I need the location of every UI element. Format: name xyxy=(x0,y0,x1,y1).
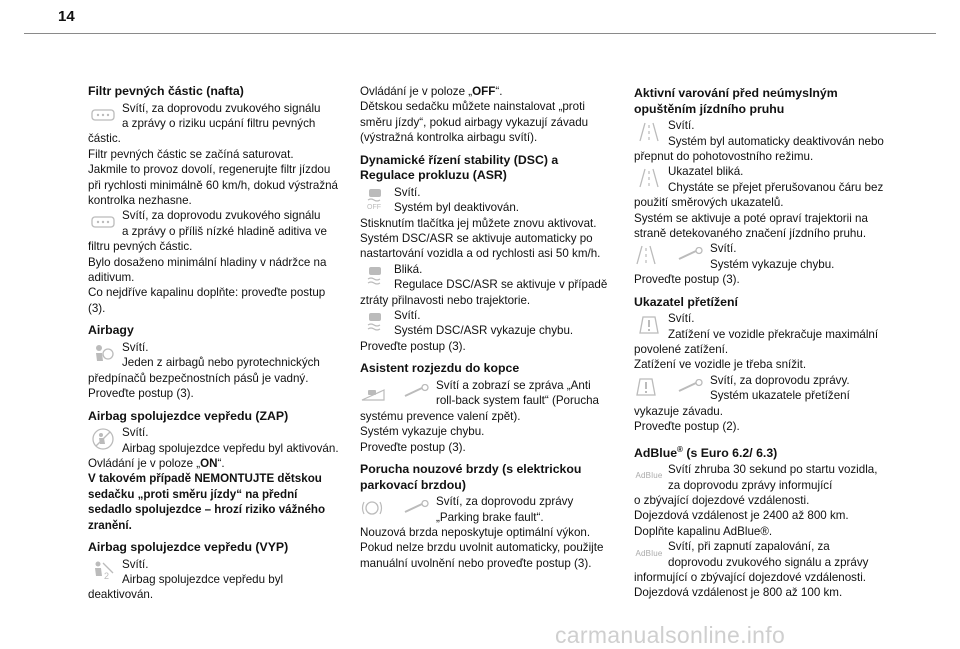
entry-line: Regulace DSC/ASR se aktivuje v případě xyxy=(394,278,608,292)
section-title xyxy=(634,86,902,117)
hill-start-icons xyxy=(360,379,432,405)
body-text: Systém vykazuje chybu. xyxy=(360,425,485,439)
section-overload xyxy=(634,295,902,435)
section-title: Airbag spolujezdce vepředu (VYP) xyxy=(88,539,289,554)
entry-line: Systém byl deaktivován. xyxy=(394,201,520,215)
entry xyxy=(634,241,902,272)
body-text: Dojezdová vzdálenost je 800 až 100 km. xyxy=(634,586,843,600)
entry-line: Airbag spolujezdce vepředu byl aktivován. xyxy=(122,441,339,455)
section-title-line: Porucha nouzové brzdy (s elektrickou xyxy=(360,461,582,476)
entry-line: použití směrových ukazatelů. xyxy=(634,196,784,210)
body-text xyxy=(360,84,622,99)
section-airbag-on xyxy=(88,409,354,533)
body-text: Systém se aktivuje a poté opraví trajektorii na xyxy=(634,211,868,225)
entry xyxy=(88,425,354,456)
section-emergency-brake xyxy=(360,462,622,571)
entry-line: Svítí. xyxy=(394,185,421,199)
service-wrench-icon xyxy=(676,247,706,263)
entry-line: přepnut do pohotovostního režimu. xyxy=(634,150,814,163)
body-text: Pokud nelze brzdu uvolnit automaticky, použijte xyxy=(360,541,604,555)
entry-line: Svítí, za doprovodu zprávy. xyxy=(710,373,850,387)
service-wrench-icon xyxy=(402,384,432,400)
body-text: při rychlosti minimálně 60 km/h, dokud výstražná xyxy=(88,178,339,192)
watermark: carmanualsonline.info xyxy=(555,622,786,648)
hill-start-icon xyxy=(360,382,386,402)
entry-line: Svítí, za doprovodu zvukového signálu xyxy=(122,101,321,115)
entry-line: informující o zbývající dojezdové vzdálenosti. xyxy=(634,571,866,585)
body-text: Proveďte postup (2). xyxy=(634,420,740,434)
entry-line: a zprávy o příliš nízké hladině aditiva ve xyxy=(122,224,327,238)
overload-fault-icons xyxy=(634,374,706,400)
passenger-airbag-on-icon xyxy=(88,426,118,452)
overload-icon xyxy=(634,312,664,338)
section-title: Airbagy xyxy=(88,323,134,338)
overload-icon xyxy=(634,375,658,399)
svg-text:OFF: OFF xyxy=(367,203,381,211)
lane-fault-icons xyxy=(634,242,706,268)
section-title-line: opuštěním jízdního pruhu xyxy=(634,101,785,116)
body-text: kontrolka nezhasne. xyxy=(88,194,192,208)
warning-text: sedačku „proti směru jízdy“ na přední xyxy=(88,487,298,501)
entry-line: Svítí. xyxy=(122,557,149,571)
entry-line: Svítí a zobrazí se zpráva „Anti xyxy=(436,378,591,392)
registered-mark: ® xyxy=(677,444,683,454)
entry-line: Ukazatel bliká. xyxy=(668,165,744,179)
particle-filter-icon xyxy=(88,209,118,235)
brake-fault-icons xyxy=(360,495,432,521)
entry-line: deaktivován. xyxy=(88,588,154,602)
entry-line: ztráty přilnavosti nebo trajektorie. xyxy=(360,293,531,307)
section-airbag-off xyxy=(88,540,354,603)
entry-line: za doprovodu zprávy informující xyxy=(668,478,833,492)
entry-line: doprovodu zvukového signálu a zprávy xyxy=(668,555,869,569)
section-title-line: Dynamické řízení stability (DSC) a xyxy=(360,152,559,167)
entry-line: Systém byl automaticky deaktivován nebo xyxy=(668,134,884,148)
entry-line: Svítí. xyxy=(394,309,421,323)
column-3 xyxy=(634,86,902,608)
entry-line: Systém vykazuje chybu. xyxy=(710,257,835,271)
column-1 xyxy=(88,84,354,610)
body-text: nastartování vozidla a od rychlosti asi 50 km/h. xyxy=(360,247,601,261)
warning-text: zranění. xyxy=(88,518,132,532)
entry xyxy=(634,118,902,149)
entry-line: předpínačů bezpečnostních pásů je vadný. xyxy=(88,371,309,385)
entry-line: částic. xyxy=(88,132,121,146)
body-text: směru jízdy“, pokud airbagy vykazují závadu xyxy=(360,115,589,129)
section-title xyxy=(360,153,622,184)
entry-line: Zatížení ve vozidle překračuje maximální xyxy=(668,327,879,341)
entry-line: systému prevence valení zpět). xyxy=(360,409,521,423)
passenger-airbag-off-icon xyxy=(88,558,118,584)
entry-line: Svítí, za doprovodu zprávy xyxy=(436,495,574,509)
entry xyxy=(360,494,622,525)
entry-line: Chystáte se přejet přerušovanou čáru bez xyxy=(668,180,884,194)
dsc-off-icon xyxy=(360,186,390,212)
header-divider xyxy=(24,33,936,34)
body-text: Proveďte postup (3). xyxy=(634,273,740,287)
body-text: Bylo dosaženo minimální hladiny v nádržce na xyxy=(88,255,327,269)
section-particle-filter xyxy=(88,84,354,316)
entry xyxy=(88,557,354,588)
body-text: Filtr pevných částic se začíná saturovat. xyxy=(88,147,294,161)
entry-line: Airbag spolujezdce vepředu byl xyxy=(122,572,284,586)
section-title: Airbag spolujezdce vepředu (ZAP) xyxy=(88,408,289,423)
body-text: Jakmile to provoz dovolí, regenerujte filtr jízdou xyxy=(88,163,331,177)
entry-line: povolené zatížení. xyxy=(634,343,729,357)
airbag-icon xyxy=(88,341,118,367)
entry-line: Svítí, za doprovodu zvukového signálu xyxy=(122,209,321,223)
entry xyxy=(634,462,902,493)
entry-line: Svítí. xyxy=(710,242,737,256)
service-wrench-icon xyxy=(676,379,706,395)
lane-keeping-icon xyxy=(634,165,664,191)
entry xyxy=(88,101,354,132)
entry-line: a zprávy o riziku ucpání filtru pevných xyxy=(122,117,316,130)
lane-keeping-icon xyxy=(634,119,664,145)
page-number: 14 xyxy=(58,8,75,25)
section-airbags xyxy=(88,323,354,401)
entry xyxy=(634,373,902,404)
entry xyxy=(88,340,354,371)
body-text: Proveďte postup (3). xyxy=(88,387,194,401)
section-title: Asistent rozjezdu do kopce xyxy=(360,361,520,376)
body-text: Nouzová brzda neposkytuje optimální výkon. xyxy=(360,525,591,539)
section-title xyxy=(634,442,902,462)
brake-fault-icon xyxy=(360,497,384,519)
section-title-rest: (s Euro 6.2/ 6.3) xyxy=(682,445,778,460)
entry xyxy=(634,164,902,195)
body-text: manuální uvolnění nebo proveďte postup (3). xyxy=(360,556,592,570)
body-text: Co nejdříve kapalinu doplňte: proveďte postup xyxy=(88,286,326,300)
body-text: Dětskou sedačku můžete nainstalovat „proti xyxy=(360,100,585,114)
section-lane-keeping xyxy=(634,86,902,288)
entry-line: Svítí zhruba 30 sekund po startu vozidla, xyxy=(668,463,878,477)
lane-keeping-icon xyxy=(634,244,658,266)
warning-text: sedadlo spolujezdce – hrozí riziko vážného xyxy=(88,503,326,517)
control-off-text: Ovládání je v poloze „OFF“. xyxy=(360,85,503,98)
body-text: Proveďte postup (3). xyxy=(360,440,466,454)
entry-line: Svítí, při zapnutí zapalování, za xyxy=(668,540,830,554)
body-text: (výstražná kontrolka airbagu svítí). xyxy=(360,131,538,145)
entry xyxy=(360,308,622,339)
adblue-icon-text: AdBlue xyxy=(635,471,663,481)
entry-line: Svítí. xyxy=(122,340,149,354)
column-2 xyxy=(360,84,622,578)
section-title xyxy=(360,462,622,493)
svg-text:2: 2 xyxy=(104,570,110,581)
entry xyxy=(360,185,622,216)
entry-line: filtru pevných částic. xyxy=(88,240,193,254)
body-text: straně detekovaného značení jízdního pruhu. xyxy=(634,227,867,241)
entry xyxy=(360,262,622,293)
entry-line: Jeden z airbagů nebo pyrotechnických xyxy=(122,356,320,370)
entry-line: Svítí. xyxy=(668,119,695,133)
body-text: Proveďte postup (3). xyxy=(360,339,466,353)
body-text: Ovládání je v poloze „ON“. xyxy=(88,456,225,470)
section-airbag-off-continued xyxy=(360,84,622,146)
entry-line: vykazuje závadu. xyxy=(634,404,723,418)
body-text: aditivum. xyxy=(88,271,135,285)
section-title-line: parkovací brzdou) xyxy=(360,477,466,492)
entry-line: roll-back system fault“ (Porucha xyxy=(436,394,600,408)
entry xyxy=(88,208,354,239)
service-wrench-icon xyxy=(402,500,432,516)
dsc-icon xyxy=(360,263,390,289)
section-title-line: Aktivní varování před neúmyslným xyxy=(634,86,838,100)
adblue-icon xyxy=(634,463,664,489)
entry-line: „Parking brake fault“. xyxy=(436,510,544,524)
entry-line: Svítí. xyxy=(668,312,695,326)
entry-line: Svítí. xyxy=(122,426,149,440)
dsc-icon xyxy=(360,309,390,335)
adblue-icon-text: AdBlue xyxy=(635,548,663,558)
section-title-main: AdBlue xyxy=(634,445,678,460)
body-text: Systém DSC/ASR se aktivuje automaticky po xyxy=(360,232,593,246)
body-text: Zatížení ve vozidle je třeba snížit. xyxy=(634,358,807,372)
body-text: Stisknutím tlačítka jej můžete znovu aktivovat. xyxy=(360,216,597,230)
entry xyxy=(360,378,622,409)
body-text: Doplňte kapalinu AdBlue®. xyxy=(634,524,773,538)
particle-filter-icon xyxy=(88,102,118,128)
entry-line: o zbývající dojezdové vzdálenosti. xyxy=(634,494,810,507)
section-hill-start xyxy=(360,361,622,455)
entry xyxy=(634,539,902,570)
entry-line: Systém DSC/ASR vykazuje chybu. xyxy=(394,324,574,338)
entry-line: Bliká. xyxy=(394,262,423,276)
section-dsc-asr xyxy=(360,153,622,355)
warning-text: V takovém případě NEMONTUJTE dětskou xyxy=(88,472,322,486)
section-title: Ukazatel přetížení xyxy=(634,294,738,309)
entry xyxy=(634,311,902,342)
section-title: Filtr pevných částic (nafta) xyxy=(88,84,244,98)
section-adblue xyxy=(634,442,902,601)
entry-line: Systém ukazatele přetížení xyxy=(710,389,850,403)
body-text: Dojezdová vzdálenost je 2400 až 800 km. xyxy=(634,509,849,523)
adblue-icon xyxy=(634,540,664,566)
section-title-line: Regulace prokluzu (ASR) xyxy=(360,168,507,183)
body-text: (3). xyxy=(88,301,106,315)
